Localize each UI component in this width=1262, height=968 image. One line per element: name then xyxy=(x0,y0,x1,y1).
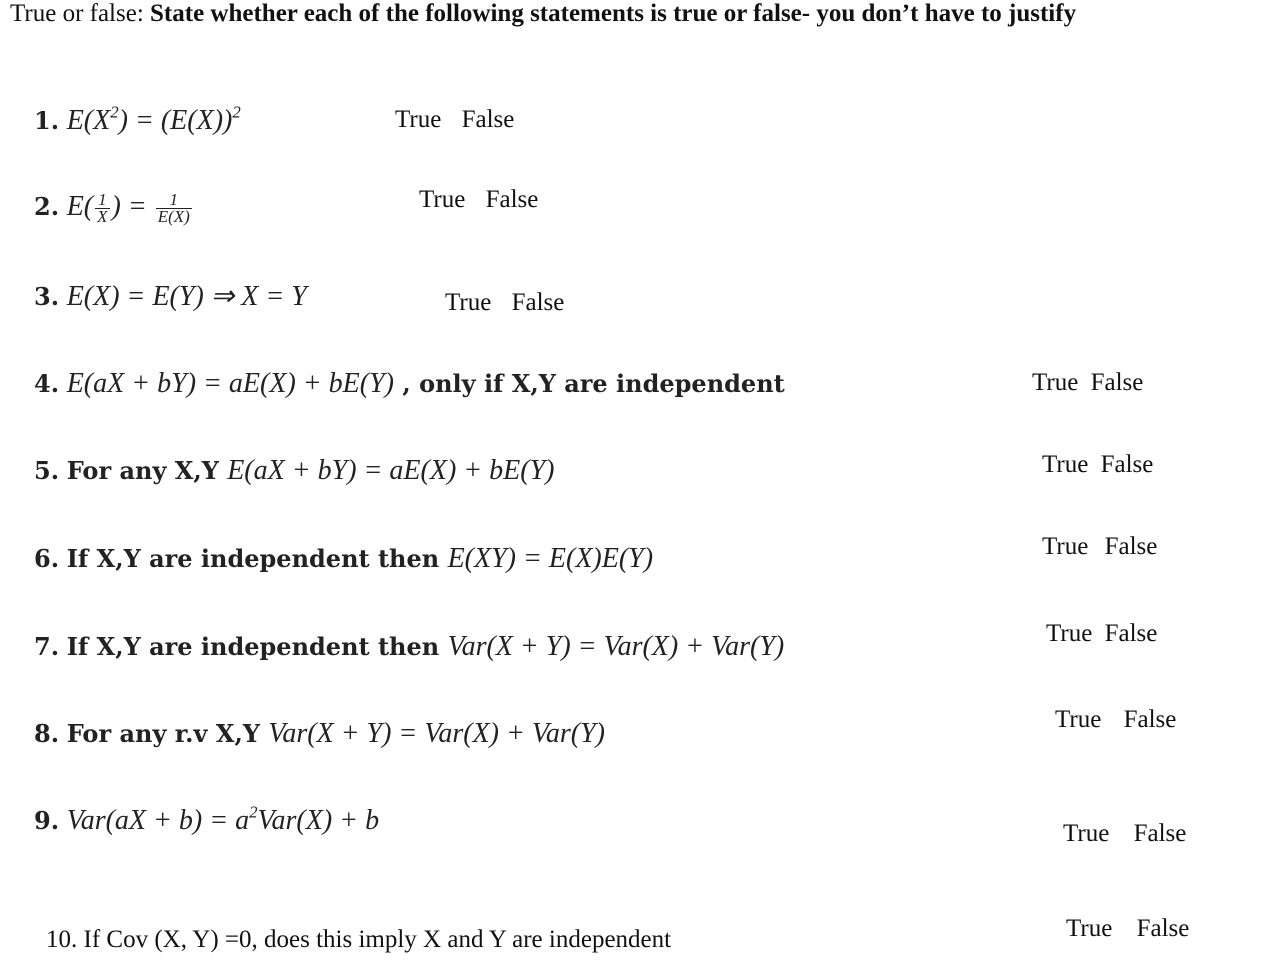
false-option[interactable]: False xyxy=(1133,820,1187,847)
question-1 xyxy=(34,102,241,136)
question-3 xyxy=(34,282,307,312)
true-option[interactable]: True xyxy=(1055,706,1102,733)
false-option[interactable]: False xyxy=(1123,706,1177,733)
true-option[interactable]: True xyxy=(1063,820,1110,847)
answer-options-2 xyxy=(419,186,538,214)
question-number: 6. xyxy=(34,544,60,573)
true-option[interactable]: True xyxy=(1066,915,1113,942)
false-option[interactable]: False xyxy=(461,106,515,133)
question-number: 10. xyxy=(46,926,78,953)
question-number: 3. xyxy=(34,282,60,311)
true-option[interactable]: True xyxy=(395,106,442,133)
question-expression: E(aX + bY) = aE(X) + bE(Y) xyxy=(227,455,555,486)
true-option[interactable]: True xyxy=(1042,451,1089,478)
answer-options-8 xyxy=(1055,706,1176,734)
question-8 xyxy=(34,719,605,749)
question-text: If X,Y are independent then xyxy=(66,632,448,661)
false-option[interactable]: False xyxy=(1136,915,1190,942)
true-option[interactable]: True xyxy=(1032,369,1079,396)
answer-options-9 xyxy=(1063,820,1186,848)
question-expression: E(aX + bY) = aE(X) + bE(Y) xyxy=(66,368,394,399)
question-number: 8. xyxy=(34,719,60,748)
question-10 xyxy=(46,925,671,955)
false-option[interactable]: False xyxy=(511,289,565,316)
answer-options-1 xyxy=(395,106,514,134)
question-text: If X,Y are independent then xyxy=(66,544,448,573)
question-5 xyxy=(34,456,555,486)
true-option[interactable]: True xyxy=(1046,620,1093,647)
answer-options-3 xyxy=(445,289,564,317)
question-4 xyxy=(34,369,785,399)
header-instruction: State whether each of the following statements is true or false- you don’t have to justify xyxy=(150,0,1077,27)
false-option[interactable]: False xyxy=(1090,369,1144,396)
question-number: 7. xyxy=(34,632,60,661)
true-option[interactable]: True xyxy=(419,186,466,213)
false-option[interactable]: False xyxy=(1100,451,1154,478)
question-6 xyxy=(34,544,653,574)
answer-options-4 xyxy=(1032,369,1143,397)
false-option[interactable]: False xyxy=(1104,533,1158,560)
question-expression: Var(X + Y) = Var(X) + Var(Y) xyxy=(447,631,785,662)
question-expression: E(X) = E(Y) ⇒ X = Y xyxy=(66,281,307,312)
answer-options-5 xyxy=(1042,451,1153,479)
question-number: 4. xyxy=(34,369,60,398)
answer-options-6 xyxy=(1042,533,1157,561)
true-option[interactable]: True xyxy=(1042,533,1089,560)
question-9 xyxy=(34,802,380,836)
question-text: For any X,Y xyxy=(66,456,228,485)
question-text: If Cov (X, Y) =0, does this imply X and Y are independent xyxy=(83,926,672,953)
instructions-header xyxy=(10,0,1076,28)
question-expression: $Var(aX + b) = a^2Var(X) + b$ xyxy=(66,802,380,836)
question-text: For any r.v X,Y xyxy=(66,719,269,748)
question-2 xyxy=(34,192,194,225)
false-option[interactable]: False xyxy=(485,186,539,213)
question-7 xyxy=(34,632,784,662)
question-number: 1. xyxy=(34,106,60,135)
question-number: 5. xyxy=(34,456,60,485)
question-expression: E(XY) = E(X)E(Y) xyxy=(447,543,654,574)
question-number: 9. xyxy=(34,806,60,835)
false-option[interactable]: False xyxy=(1104,620,1158,647)
question-expression: Var(X + Y) = Var(X) + Var(Y) xyxy=(268,718,605,749)
answer-options-7 xyxy=(1046,620,1157,648)
answer-options-10 xyxy=(1066,915,1189,943)
question-expression: E( $\frac{1}{X}$ ) = $\frac{1}{E(X)}$ xyxy=(66,190,190,227)
question-number: 2. xyxy=(34,192,60,221)
question-expression: $E(X^2) = (E(X))^2$ xyxy=(66,102,241,136)
question-text: , only if X,Y are independent xyxy=(394,369,785,398)
true-option[interactable]: True xyxy=(445,289,492,316)
header-prefix: True or false: xyxy=(10,0,151,27)
